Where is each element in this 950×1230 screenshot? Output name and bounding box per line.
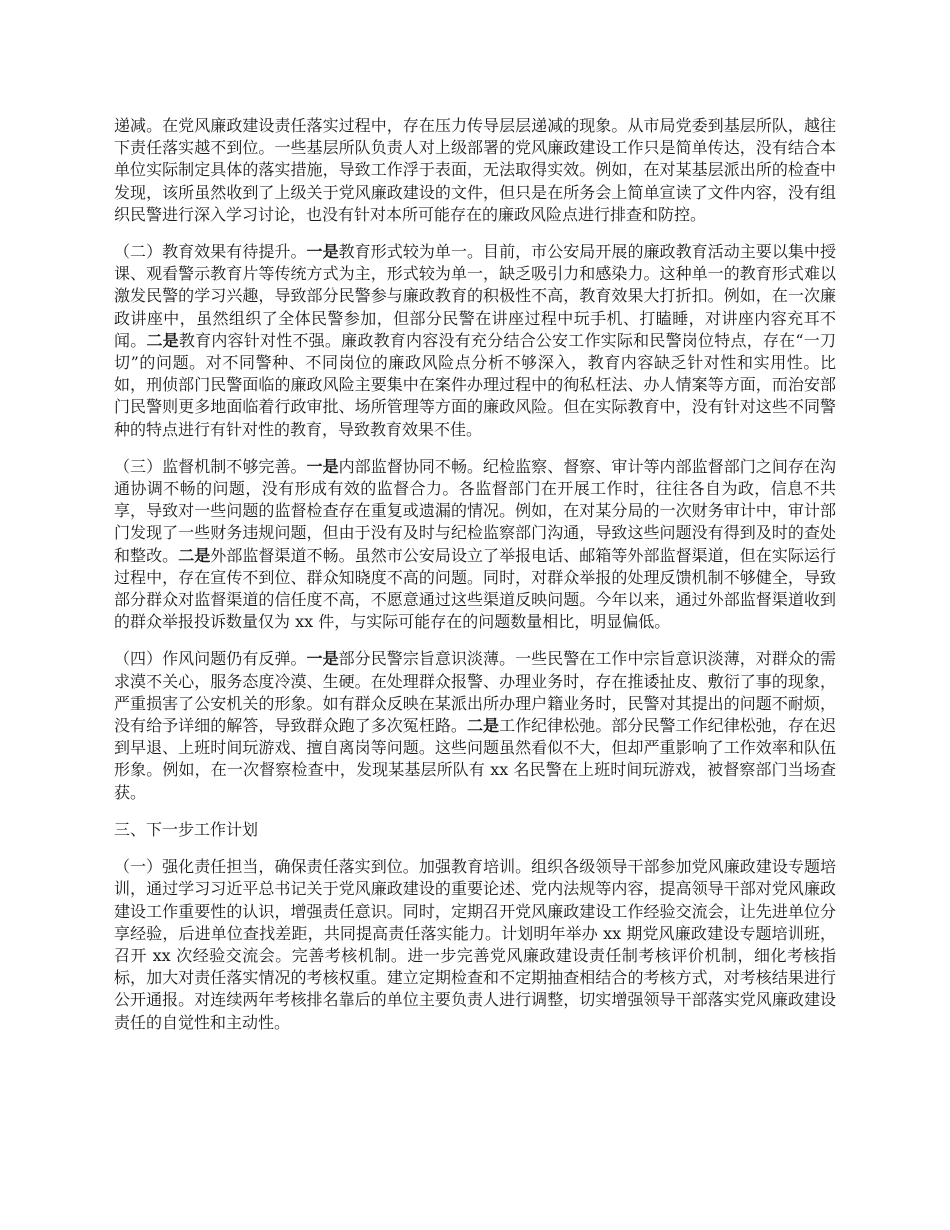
paragraph-text: 教育内容针对性不强。廉政教育内容没有充分结合公安工作实际和民警岗位特点，存在“一刀切”的问题。对不同警种、不同岗位的廉政风险点分析不够深入，教育内容缺乏针对性和实用性。比如，刑侦部门民警面临的廉政风险主要集中在案件办理过程中的徇私枉法、办人情案等方面，而治安部门民警则更多地面临着行政审批、场所管理等方面的廉政风险。但在实际教育中，没有针对这些不同警种的特点进行有针对性的教育，导致教育效果不佳。	[114, 330, 836, 439]
paragraph-text: 工作纪律松弛。部分民警工作纪律松弛，存在迟到早退、上班时间玩游戏、擅自离岗等问题。这些问题虽然看似不大，但却严重影响了工作效率和队伍形象。例如，在一次督察检查中，发现某基层所队有 xx 名民警在上班时间玩游戏，被督察部门当场查获。	[114, 716, 836, 802]
paragraph-responsibility	[114, 115, 836, 226]
paragraph-text: 外部监督渠道不畅。虽然市公安局设立了举报电话、邮箱等外部监督渠道，但在实际运行过程中，存在宣传不到位、群众知晓度不高的问题。同时，对群众举报的处理反馈机制不够健全，导致部分群众对监督渠道的信任度不高，不愿意通过这些渠道反映问题。今年以来，通过外部监督渠道收到的群众举报投诉数量仅为 xx 件，与实际可能存在的问题数量相比，明显偏低。	[114, 545, 836, 632]
paragraph-plan	[114, 856, 836, 1034]
paragraph-text: 部分民警宗旨意识淡薄。一些民警在工作中宗旨意识淡薄，对群众的需求漠不关心，服务态度冷漠、生硬。在处理群众报警、办理业务时，存在推诿扯皮、敷衍了事的现象，严重损害了公安机关的形象。如有群众反映在某派出所办理户籍业务时，民警对其提出的问题不耐烦，没有给予详细的解答，导致群众跑了多次冤枉路。	[114, 649, 836, 736]
section-lead: （四）作风问题仍有反弹。	[114, 649, 307, 669]
paragraph-text: （一）强化责任担当，确保责任落实到位。加强教育培训。组织各级领导干部参加党风廉政建设专题培训，通过学习习近平总书记关于党风廉政建设的重要论述、党内法规等内容，提高领导干部对党风廉政建设工作重要性的认识，增强责任意识。同时，定期召开党风廉政建设工作经验交流会，让先进单位分享经验，后进单位查找差距，共同提高责任落实能力。计划明年举办 xx 期党风廉政建设专题培训班，召开 xx 次经验交流会。完善考核机制。进一步完善党风廉政建设责任制考核评价机制，细化考核指标，加大对责任落实情况的考核权重。建立定期检查和不定期抽查相结合的考核方式，对考核结果进行公开通报。对连续两年考核排名靠后的单位主要负责人进行调整，切实增强领导干部落实党风廉政建设责任的自觉性和主动性。	[114, 857, 836, 1032]
paragraph-text: 内部监督协同不畅。纪检监察、督察、审计等内部监督部门之间存在沟通协调不畅的问题，没有形成有效的监督合力。各监督部门在开展工作时，往往各自为政，信息不共享，导致对一些问题的监督检查存在重复或遗漏的情况。例如，在对某分局的一次财务审计中，审计部门发现了一些财务违规问题，但由于没有及时与纪检监察部门沟通，导致这些问题没有得到及时的查处和整改。	[114, 456, 836, 565]
paragraph-text: 递减。在党风廉政建设责任落实过程中，存在压力传导层层递减的现象。从市局党委到基层所队，越往下责任落实越不到位。一些基层所队负责人对上级部署的党风廉政建设工作只是简单传达，没有结合本单位实际制定具体的落实措施，导致工作浮于表面，无法取得实效。例如，在对某基层派出所的检查中发现，该所虽然收到了上级关于党风廉政建设的文件，但只是在所务会上简单宣读了文件内容，没有组织民警进行深入学习讨论，也没有针对本所可能存在的廉政风险点进行排查和防控。	[114, 116, 836, 224]
paragraph-supervision	[114, 456, 836, 634]
keyword-first: 一是	[306, 456, 339, 476]
section-lead: （二）教育效果有待提升。	[114, 242, 307, 262]
paragraph-text: 教育形式较为单一。目前，市公安局开展的廉政教育活动主要以集中授课、观看警示教育片等传统方式为主，形式较为单一，缺乏吸引力和感染力。这种单一的教育形式难以激发民警的学习兴趣，导致部分民警参与廉政教育的积极性不高，教育效果大打折扣。例如，在一次廉政讲座中，虽然组织了全体民警参加，但部分民警在讲座过程中玩手机、打瞌睡，对讲座内容充耳不闻。	[114, 242, 836, 350]
section-heading: 三、下一步工作计划	[114, 819, 259, 839]
paragraph-education	[114, 241, 836, 441]
section-lead: （三）监督机制不够完善。	[114, 456, 307, 476]
document-body	[114, 115, 836, 1049]
keyword-second: 二是	[466, 716, 500, 736]
keyword-second: 二是	[146, 330, 179, 350]
paragraph-conduct	[114, 648, 836, 803]
keyword-first: 一是	[306, 649, 339, 669]
keyword-first: 一是	[306, 242, 339, 262]
keyword-second: 二是	[178, 545, 211, 565]
